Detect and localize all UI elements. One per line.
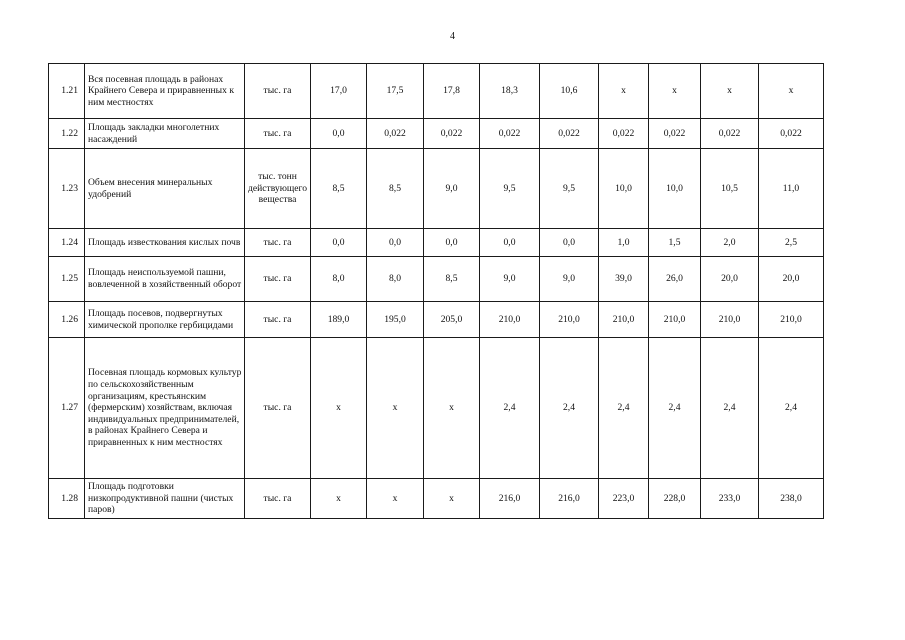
value-cell: 2,4 [599,338,649,479]
table-row [49,229,824,257]
table-row [49,64,824,119]
row-number: 1.21 [49,64,85,119]
value-cell: 0,0 [311,229,367,257]
value-cell: 0,022 [649,119,701,149]
value-cell: 0,0 [540,229,599,257]
value-cell: 9,5 [480,149,540,229]
value-cell: 216,0 [480,479,540,519]
value-cell: 9,0 [424,149,480,229]
value-cell: 0,022 [367,119,424,149]
value-cell: 210,0 [649,302,701,338]
value-cell: 17,8 [424,64,480,119]
value-cell: 0,022 [540,119,599,149]
row-number: 1.23 [49,149,85,229]
value-cell: 2,4 [540,338,599,479]
value-cell: 9,5 [540,149,599,229]
unit-cell: тыс. тонн действующего вещества [245,149,311,229]
value-cell: 8,0 [311,257,367,302]
value-cell: 210,0 [701,302,759,338]
value-cell: 2,4 [701,338,759,479]
value-cell: 39,0 [599,257,649,302]
row-number: 1.24 [49,229,85,257]
unit-cell: тыс. га [245,257,311,302]
value-cell: 2,4 [759,338,824,479]
value-cell: 9,0 [480,257,540,302]
indicator-name: Объем внесения минеральных удобрений [85,149,245,229]
table-row [49,302,824,338]
value-cell: x [367,338,424,479]
value-cell: 10,5 [701,149,759,229]
value-cell: 10,6 [540,64,599,119]
value-cell: x [759,64,824,119]
value-cell: 9,0 [540,257,599,302]
indicator-name: Площадь известкования кислых почв [85,229,245,257]
value-cell: 210,0 [759,302,824,338]
value-cell: 2,4 [480,338,540,479]
value-cell: 233,0 [701,479,759,519]
value-cell: 10,0 [599,149,649,229]
table-body [49,64,824,519]
value-cell: 1,5 [649,229,701,257]
indicator-name: Площадь посевов, подвергнутых химической прополке гербицидами [85,302,245,338]
row-number: 1.27 [49,338,85,479]
value-cell: 1,0 [599,229,649,257]
value-cell: 0,022 [480,119,540,149]
value-cell: 17,5 [367,64,424,119]
value-cell: 223,0 [599,479,649,519]
value-cell: 228,0 [649,479,701,519]
indicators-table [48,63,824,519]
value-cell: 18,3 [480,64,540,119]
value-cell: 10,0 [649,149,701,229]
unit-cell: тыс. га [245,229,311,257]
value-cell: 210,0 [540,302,599,338]
value-cell: 8,5 [424,257,480,302]
value-cell: 0,022 [701,119,759,149]
indicator-name: Площадь закладки многолетних насаждений [85,119,245,149]
value-cell: 20,0 [701,257,759,302]
value-cell: x [367,479,424,519]
value-cell: 8,0 [367,257,424,302]
value-cell: 20,0 [759,257,824,302]
value-cell: x [311,338,367,479]
indicator-name: Вся посевная площадь в районах Крайнего Севера и приравненных к ним местностях [85,64,245,119]
value-cell: 0,022 [599,119,649,149]
value-cell: 205,0 [424,302,480,338]
value-cell: 26,0 [649,257,701,302]
value-cell: 8,5 [311,149,367,229]
indicator-name: Площадь неиспользуемой пашни, вовлеченной в хозяйственный оборот [85,257,245,302]
value-cell: x [701,64,759,119]
table-row [49,338,824,479]
unit-cell: тыс. га [245,338,311,479]
table-row [49,119,824,149]
value-cell: x [649,64,701,119]
value-cell: 189,0 [311,302,367,338]
unit-cell: тыс. га [245,479,311,519]
value-cell: x [424,338,480,479]
row-number: 1.25 [49,257,85,302]
table-row [49,479,824,519]
table-row [49,149,824,229]
value-cell: 0,022 [759,119,824,149]
row-number: 1.22 [49,119,85,149]
indicator-name: Площадь подготовки низкопродуктивной пашни (чистых паров) [85,479,245,519]
value-cell: 2,4 [649,338,701,479]
value-cell: 210,0 [599,302,649,338]
unit-cell: тыс. га [245,64,311,119]
value-cell: 210,0 [480,302,540,338]
value-cell: 2,0 [701,229,759,257]
value-cell: x [599,64,649,119]
value-cell: 195,0 [367,302,424,338]
value-cell: 11,0 [759,149,824,229]
value-cell: x [424,479,480,519]
page-number: 4 [450,31,455,42]
value-cell: 8,5 [367,149,424,229]
value-cell: 0,0 [367,229,424,257]
value-cell: 17,0 [311,64,367,119]
row-number: 1.28 [49,479,85,519]
value-cell: 0,0 [311,119,367,149]
unit-cell: тыс. га [245,302,311,338]
value-cell: 0,0 [424,229,480,257]
value-cell: x [311,479,367,519]
value-cell: 216,0 [540,479,599,519]
value-cell: 0,0 [480,229,540,257]
row-number: 1.26 [49,302,85,338]
table-row [49,257,824,302]
indicator-name: Посевная площадь кормовых культур по сельскохозяйственным организациям, крестьянским (фермерским) хозяйствам, включая индивидуальных предпринимателей, в районах Крайнего Севера и приравненных к ним местностях [85,338,245,479]
value-cell: 238,0 [759,479,824,519]
value-cell: 2,5 [759,229,824,257]
value-cell: 0,022 [424,119,480,149]
unit-cell: тыс. га [245,119,311,149]
